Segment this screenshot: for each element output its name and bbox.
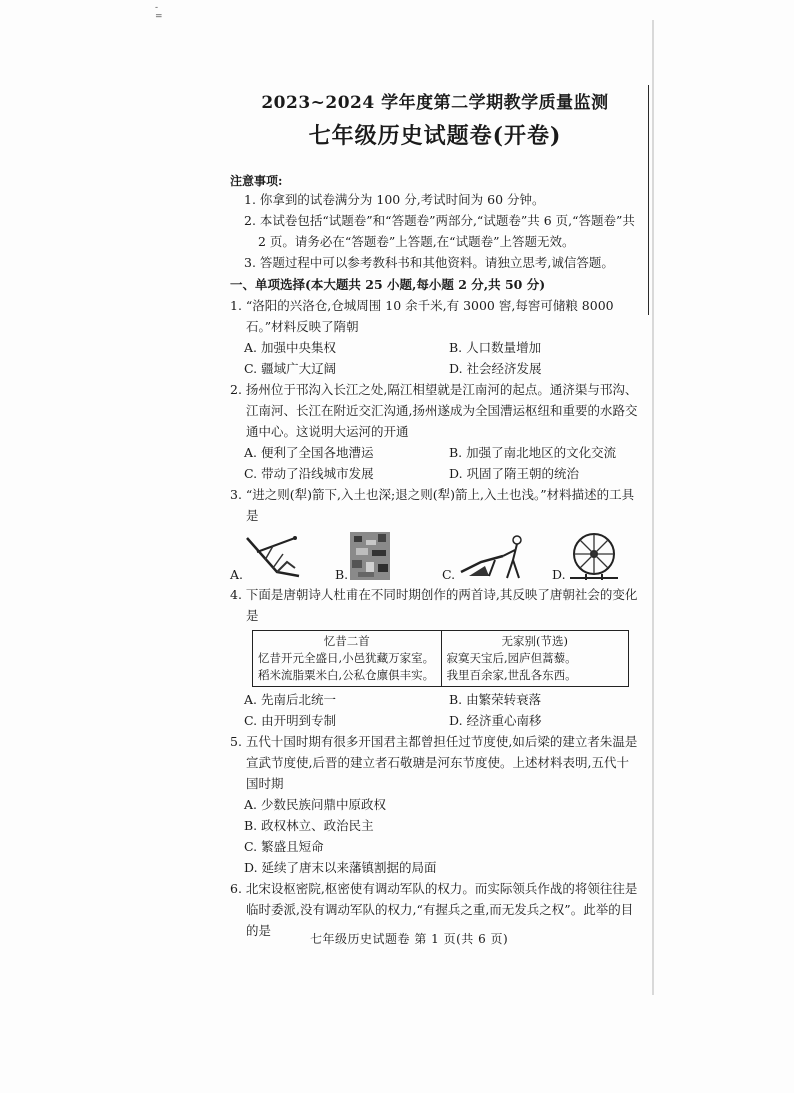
waterwheel-icon bbox=[566, 530, 622, 582]
exam-subtitle: 七年级历史试题卷(开卷) bbox=[308, 123, 562, 149]
option-b[interactable]: B. 由繁荣转衰落 bbox=[449, 692, 542, 707]
exam-page bbox=[230, 88, 640, 941]
option-label: A. bbox=[230, 567, 244, 582]
question-2 bbox=[230, 379, 640, 484]
poem-title: 无家别(节选) bbox=[501, 634, 568, 648]
option-a[interactable]: A. 便利了全国各地漕运 bbox=[244, 445, 374, 460]
scan-mark: = bbox=[155, 12, 163, 22]
scan-mark: - bbox=[155, 3, 159, 13]
exam-title: 2023~2024 学年度第二学期教学质量监测 bbox=[261, 93, 609, 113]
textured-tool-image-icon bbox=[348, 530, 392, 582]
question-5 bbox=[230, 731, 640, 878]
option-c[interactable]: C. 繁盛且短命 bbox=[244, 839, 324, 854]
question-4 bbox=[230, 584, 640, 731]
option-label: D. bbox=[552, 567, 566, 582]
option-d[interactable]: D. 巩固了隋王朝的统治 bbox=[449, 466, 580, 481]
options bbox=[230, 794, 640, 878]
option-d[interactable]: D. 经济重心南移 bbox=[449, 713, 542, 728]
poem-table bbox=[252, 630, 629, 687]
option-a[interactable] bbox=[230, 532, 335, 582]
option-c[interactable] bbox=[442, 532, 552, 582]
poem-line: 忆昔开元全盛日,小邑犹藏万家室。 bbox=[258, 651, 435, 665]
option-c[interactable]: C. 疆域广大辽阔 bbox=[244, 361, 337, 376]
section-heading: 一、单项选择(本大题共 25 小题,每小题 2 分,共 50 分) bbox=[230, 277, 546, 292]
option-a[interactable]: A. 加强中央集权 bbox=[244, 340, 336, 355]
poem-1 bbox=[253, 631, 441, 686]
option-c[interactable]: C. 带动了沿线城市发展 bbox=[244, 466, 374, 481]
poem-title: 忆昔二首 bbox=[323, 634, 370, 648]
person-plowing-icon bbox=[455, 532, 535, 582]
question-1 bbox=[230, 295, 640, 379]
option-d[interactable]: D. 社会经济发展 bbox=[449, 361, 542, 376]
question-stem: 5. 五代十国时期有很多开国君主都曾担任过节度使,如后梁的建立者朱温是宣武节度使,后晋的建立者石敬瑭是河东节度使。上述材料表明,五代十国时期 bbox=[230, 734, 638, 791]
option-a[interactable]: A. 先南后北统一 bbox=[244, 692, 336, 707]
note-item: 3. 答题过程中可以参考教科书和其他资料。请独立思考,诚信答题。 bbox=[244, 255, 614, 270]
question-stem: 1. “洛阳的兴洛仓,仓城周围 10 余千米,有 3000 窖,每窖可储粮 8000 石。”材料反映了隋朝 bbox=[230, 298, 614, 334]
question-stem: 2. 扬州位于邗沟入长江之处,隔江相望就是江南河的起点。通济渠与邗沟、江南河、长江在附近交汇沟通,扬州遂成为全国漕运枢纽和重要的水路交通中心。这说明大运河的开通 bbox=[230, 382, 638, 439]
note-item: 2. 本试卷包括“试题卷”和“答题卷”两部分,“试题卷”共 6 页,“答题卷”共 2 页。请务必在“答题卷”上答题,在“试题卷”上答题无效。 bbox=[244, 213, 635, 249]
option-label: B. bbox=[335, 567, 349, 582]
options bbox=[230, 442, 640, 484]
options bbox=[230, 337, 640, 379]
notes-heading: 注意事项: bbox=[230, 174, 283, 188]
image-options bbox=[230, 528, 640, 582]
scan-edge bbox=[652, 20, 654, 995]
note-item: 1. 你拿到的试卷满分为 100 分,考试时间为 60 分钟。 bbox=[244, 192, 545, 207]
poem-line: 我里百余家,世乱各东西。 bbox=[446, 668, 577, 682]
question-stem: 4. 下面是唐朝诗人杜甫在不同时期创作的两首诗,其反映了唐朝社会的变化是 bbox=[230, 587, 638, 623]
option-d[interactable]: D. 延续了唐末以来藩镇割据的局面 bbox=[244, 860, 437, 875]
option-a[interactable]: A. 少数民族问鼎中原政权 bbox=[244, 797, 386, 812]
option-label: C. bbox=[442, 567, 456, 582]
poem-2 bbox=[441, 631, 629, 686]
option-b[interactable] bbox=[335, 530, 442, 582]
option-c[interactable]: C. 由开明到专制 bbox=[244, 713, 337, 728]
options bbox=[230, 689, 640, 731]
page-footer: 七年级历史试题卷 第 1 页(共 6 页) bbox=[310, 932, 509, 946]
question-stem: 3. “进之则(犁)箭下,入土也深;退之则(犁)箭上,入土也浅。”材料描述的工具是 bbox=[230, 487, 635, 523]
poem-line: 稻米流脂粟米白,公私仓廪俱丰实。 bbox=[258, 668, 435, 682]
option-b[interactable]: B. 政权林立、政治民主 bbox=[244, 818, 374, 833]
question-3 bbox=[230, 484, 640, 582]
option-b[interactable]: B. 人口数量增加 bbox=[449, 340, 542, 355]
option-d[interactable] bbox=[552, 530, 632, 582]
question-stem: 6. 北宋设枢密院,枢密使有调动军队的权力。而实际领兵作战的将领往往是临时委派,没有调动军队的权力,“有握兵之重,而无发兵之权”。此举的目的是 bbox=[230, 881, 638, 938]
option-b[interactable]: B. 加强了南北地区的文化交流 bbox=[449, 445, 617, 460]
scan-marks bbox=[155, 4, 163, 22]
scan-fold-line bbox=[648, 85, 649, 315]
quyuan-plow-icon bbox=[243, 532, 305, 582]
poem-line: 寂寞天宝后,园庐但蒿藜。 bbox=[446, 651, 577, 665]
